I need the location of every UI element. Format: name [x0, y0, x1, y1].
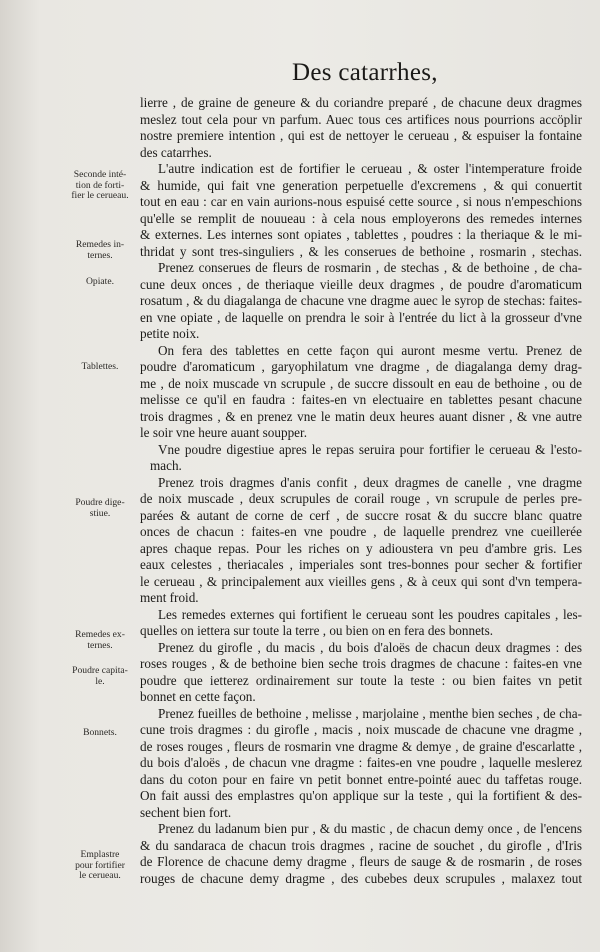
- margin-note-emplastre: Emplastre pour fortifier le cerueau.: [75, 849, 125, 881]
- margin-note-poudre-digestiue: Poudre dige- stiue.: [75, 497, 125, 519]
- text-line: & du sandaraca de chacun trois dragmes , racine de souchet , du girofle , d'Iris: [140, 837, 582, 853]
- text-line: trois dragmes , & en prenez vne le matin deux heures auant disner , & vne autre: [140, 408, 582, 424]
- text-line: parées & autant de corne de cerf , de succre rosat & du succre blanc quatre: [140, 507, 582, 523]
- text-line: de Florence de chacune demy dragme , fleurs de sauge & de rosmarin , de roses: [140, 854, 582, 869]
- text-line: & humide, qui fait vne generation perpetuelle d'excremens , & qui conuertit: [140, 177, 582, 193]
- text-line: poudre que ietterez ordinairement sur toute la teste : ou bien faites vn petit: [140, 672, 582, 688]
- text-line: Prenez du girofle , du macis , du bois d'aloës de chacun deux dragmes : des: [158, 639, 582, 655]
- text-line: onces de chacun : faites-en vne poudre , de laquelle prendrez vne cueillerée: [140, 524, 582, 539]
- text-line: des catarrhes.: [140, 144, 212, 160]
- margin-note-poudre-capitale: Poudre capita- le.: [72, 665, 128, 687]
- text-line: en vne opiate , de laquelle on prendra le soir à l'entrée du lict à la grosseur d'vne: [140, 309, 582, 325]
- text-line: roses rouges , & de bethoine bien seche trois dragmes de chacune : faites-en vne: [140, 656, 582, 671]
- margin-note-seconde-intention: Seconde inté- tion de forti- fier le cerueau.: [71, 169, 129, 201]
- text-line: me , de noix muscade vn scrupule , de succre dissoult en eau de bethoine , ou de: [140, 375, 582, 391]
- text-line: le soir vne heure auant soupper.: [140, 425, 307, 440]
- text-line: sechent bien fort.: [140, 804, 232, 820]
- text-line: petite noix.: [140, 326, 200, 341]
- text-line: cune trois dragmes : du girofle , macis , noix muscade de chacune vne dragme ,: [140, 722, 582, 737]
- text-line: de noix muscade , deux scrupules de corail rouge , vn scrupule de perles pre-: [140, 491, 582, 506]
- text-line: de roses rouges , fleurs de rosmarin vne dragme & demye , de graine d'escarlatte ,: [140, 738, 582, 754]
- text-line: nostre premiere intention , qui est de nettoyer le cerueau , & espuiser la fontaine: [140, 128, 582, 143]
- text-line: poudre d'aromaticum , garyophilatum vne dragme , de diagalanga demy drag-: [140, 359, 582, 374]
- text-line: cune deux onces , de theriaque vieille deux dragmes , de poudre d'aromaticum: [140, 276, 582, 292]
- text-line: le cerueau , & principalement aux vieilles gens , & à ceux qui sont d'vn tempera-: [140, 573, 582, 589]
- text-line: quelles on iettera sur toute la terre , ou bien on en fera des bonnets.: [140, 623, 494, 638]
- text-line: rouges de chacune demy dragme , des cubebes deux scrupules , malaxez tout: [140, 870, 582, 886]
- text-line: L'autre indication est de fortifier le cerueau , & oster l'intemperature froide: [158, 161, 582, 176]
- text-line: ment froid.: [140, 590, 199, 605]
- running-title: Des catarrhes,: [292, 59, 438, 86]
- text-line: apres chaque repas. Pour les riches on y adioustera vn peu d'ambre gris. Les: [140, 540, 582, 556]
- text-line: Prenez fueilles de bethoine , melisse , marjolaine , menthe bien seches , de cha-: [158, 705, 582, 721]
- margin-note-opiate: Opiate.: [86, 276, 114, 287]
- text-line: Prenez conserues de fleurs de rosmarin , de stechas , & de bethoine , de cha-: [158, 260, 582, 275]
- text-line: tout en eau : car en vain aurions-nous espuisé cette source , si nous n'empeschions: [140, 194, 582, 209]
- text-line: dans du coton pour en faire vn petit bonnet entre-pointé auec du taffetas rouge.: [140, 771, 582, 787]
- text-line: Les remedes externes qui fortifient le cerueau sont les poudres capitales , les-: [158, 606, 582, 622]
- text-line: Vne poudre digestiue apres le repas seruira pour fortifier le cerueau & l'esto-: [158, 441, 582, 457]
- text-line: bonnet en cette façon.: [140, 689, 256, 704]
- text-line: Prenez du ladanum bien pur , & du mastic , de chacun demy once , de l'encens: [158, 821, 582, 836]
- text-line: rosatum , & du diagalanga de chacune vne dragme auec le syrop de stechas: faites-: [140, 293, 582, 308]
- margin-note-remedes-externes: Remedes ex- ternes.: [75, 629, 125, 651]
- text-line: On fera des tablettes en cette façon qui auront mesme vertu. Prenez de: [158, 342, 582, 358]
- text-line: & externes. Les internes sont opiates , tablettes , poudres : la theriaque & le mi-: [140, 227, 582, 242]
- text-line: melisse ce qu'il en faudra : faites-en vn electuaire en tablettes pesant chacune: [140, 392, 582, 407]
- text-line: qu'elle se remplit de nouueau : à cela nous employerons des remedes internes: [140, 210, 582, 226]
- text-line: mach.: [150, 458, 182, 473]
- text-line: Prenez trois dragmes d'anis confit , deux dragmes de canelle , vne dragme: [158, 474, 582, 490]
- body-text: [140, 95, 582, 887]
- margin-note-bonnets: Bonnets.: [83, 727, 117, 738]
- margin-note-tablettes: Tablettes.: [81, 361, 119, 372]
- text-line: du bois d'aloës , de chacun vne dragme : faites-en vne poudre , laquelle meslerez: [140, 755, 582, 770]
- text-line: thridat y sont tres-singuliers , & les conserues de bethoine , rosmarin , stechas.: [140, 243, 582, 259]
- text-line: lierre , de graine de geneure & du coriandre preparé , de chacune deux dragmes: [140, 95, 582, 110]
- text-line: On fait aussi des emplastres qu'on applique sur la teste , qui la fortifient & des-: [140, 788, 582, 803]
- text-line: eaux celestes , theriacales , imperiales sont tres-bonnes pour secher & fortifier: [140, 557, 582, 572]
- text-line: meslez tout cela pour vn parfum. Auec tous ces artifices nous pourrions accöplir: [140, 111, 582, 127]
- margin-note-remedes-internes: Remedes in- ternes.: [75, 239, 125, 261]
